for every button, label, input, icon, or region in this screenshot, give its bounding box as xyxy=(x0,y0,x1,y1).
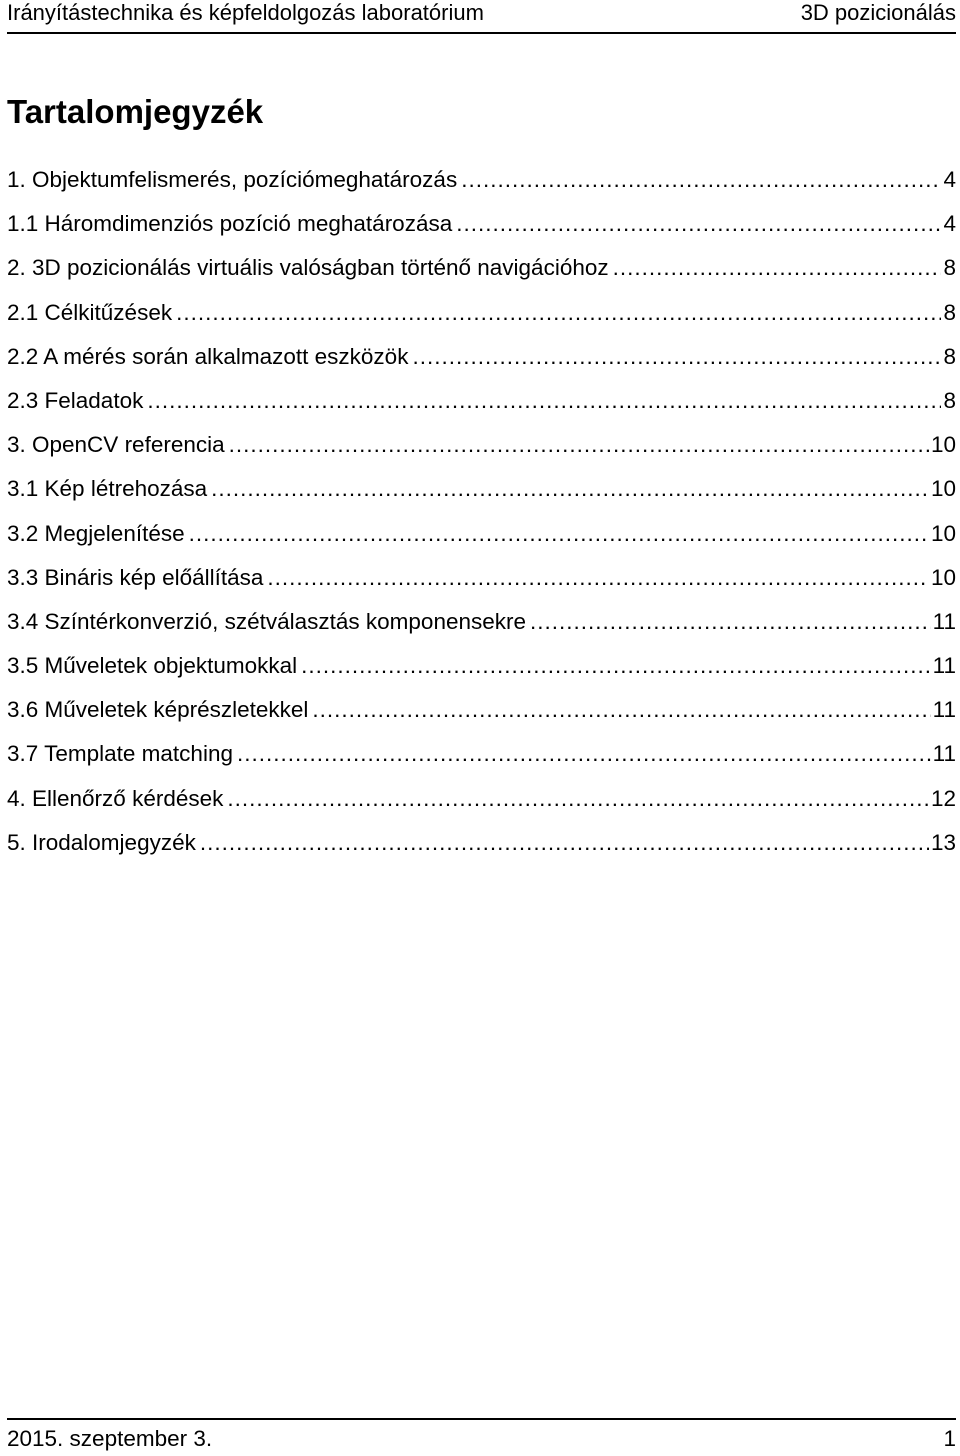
toc-entry[interactable] xyxy=(7,469,956,513)
header-document-title: 3D pozicionálás xyxy=(800,0,956,25)
toc-entry-page: 4 xyxy=(943,211,956,237)
toc-entry-label: 1.1 Háromdimenziós pozíció meghatározása xyxy=(7,211,453,237)
toc-entry-page: 8 xyxy=(943,255,956,281)
toc-entry[interactable] xyxy=(7,425,956,469)
toc-entry[interactable] xyxy=(7,248,956,292)
toc-entry[interactable] xyxy=(7,690,956,734)
toc-entry-label: 5. Irodalomjegyzék xyxy=(7,829,196,855)
toc-leader-dots xyxy=(227,779,929,819)
toc-entry-page: 10 xyxy=(930,564,956,590)
toc-list xyxy=(7,160,956,867)
toc-entry[interactable] xyxy=(7,514,956,558)
toc-entry-page: 13 xyxy=(930,829,956,855)
toc-entry[interactable] xyxy=(7,734,956,778)
toc-leader-dots xyxy=(456,204,941,244)
toc-entry-label: 3.6 Műveletek képrészletekkel xyxy=(7,697,309,723)
toc-entry-label: 2.1 Célkitűzések xyxy=(7,299,173,325)
toc-entry[interactable] xyxy=(7,646,956,690)
toc-entry-page: 10 xyxy=(930,476,956,502)
page-header xyxy=(7,0,956,34)
toc-entry-label: 3. OpenCV referencia xyxy=(7,432,225,458)
toc-entry-label: 2.2 A mérés során alkalmazott eszközök xyxy=(7,343,409,369)
toc-entry-page: 10 xyxy=(930,520,956,546)
toc-leader-dots xyxy=(200,823,929,863)
toc-entry[interactable] xyxy=(7,823,956,867)
toc-leader-dots xyxy=(312,690,930,730)
toc-leader-dots xyxy=(301,646,930,686)
toc-entry[interactable] xyxy=(7,381,956,425)
toc-entry[interactable] xyxy=(7,293,956,337)
toc-leader-dots xyxy=(613,248,942,288)
toc-leader-dots xyxy=(211,469,929,509)
toc-entry-page: 8 xyxy=(943,343,956,369)
toc-leader-dots xyxy=(229,425,929,465)
toc-entry-label: 1. Objektumfelismerés, pozíciómeghatározás xyxy=(7,167,458,192)
toc-entry[interactable] xyxy=(7,204,956,248)
toc-leader-dots xyxy=(147,381,941,421)
toc-entry[interactable] xyxy=(7,337,956,381)
toc-entry-page: 11 xyxy=(932,608,956,634)
toc-entry-page: 12 xyxy=(930,785,956,811)
toc-entry-page: 10 xyxy=(930,432,956,458)
toc-entry-page: 8 xyxy=(943,299,956,325)
toc-leader-dots xyxy=(412,337,941,377)
toc-entry-label: 3.4 Színtérkonverzió, szétválasztás komponensekre xyxy=(7,608,527,634)
toc-leader-dots xyxy=(189,514,929,554)
toc-entry-label: 3.3 Bináris kép előállítása xyxy=(7,564,264,590)
toc-entry-page: 8 xyxy=(943,387,956,413)
toc-leader-dots xyxy=(267,558,929,598)
footer-page-number: 1 xyxy=(943,1426,956,1451)
toc-leader-dots xyxy=(237,734,931,774)
toc-entry-page: 4 xyxy=(943,167,956,192)
toc-entry-label: 2.3 Feladatok xyxy=(7,387,144,413)
toc-entry-page: 11 xyxy=(932,741,956,767)
toc-leader-dots xyxy=(530,602,931,642)
page-footer xyxy=(7,1418,956,1454)
toc-entry[interactable] xyxy=(7,602,956,646)
toc-entry-page: 11 xyxy=(932,653,956,679)
toc-entry-page: 11 xyxy=(932,697,956,723)
footer-date: 2015. szeptember 3. xyxy=(7,1426,213,1451)
toc-entry[interactable] xyxy=(7,779,956,823)
header-course-title: Irányítástechnika és képfeldolgozás laboratórium xyxy=(7,0,484,25)
toc-entry-label: 4. Ellenőrző kérdések xyxy=(7,785,224,811)
toc-entry-label: 3.2 Megjelenítése xyxy=(7,520,185,546)
toc-entry-label: 3.7 Template matching xyxy=(7,741,233,767)
toc-leader-dots xyxy=(176,293,941,333)
toc-leader-dots xyxy=(461,160,941,200)
toc-entry-label: 2. 3D pozicionálás virtuális valóságban történő navigációhoz xyxy=(7,255,609,281)
toc-entry[interactable] xyxy=(7,558,956,602)
toc-title: Tartalomjegyzék xyxy=(7,93,264,130)
toc-entry-label: 3.5 Műveletek objektumokkal xyxy=(7,653,298,679)
toc-entry-label: 3.1 Kép létrehozása xyxy=(7,476,208,502)
toc-entry[interactable] xyxy=(7,160,956,204)
